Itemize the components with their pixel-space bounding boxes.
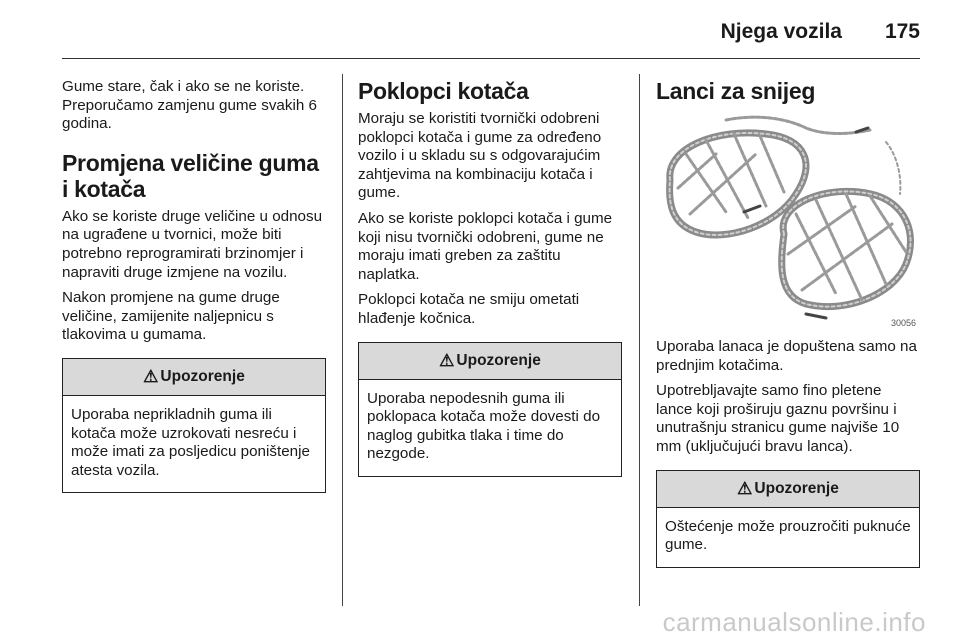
- heading-wheel-covers: Poklopci kotača: [358, 78, 529, 104]
- snow-chains-icon: [656, 114, 920, 328]
- warning-triangle-icon: ⚠: [143, 366, 159, 386]
- column-1: [62, 78, 326, 501]
- warning-header: [657, 471, 919, 508]
- warning-text: Uporaba neprikladnih guma ili kotača može uzrokovati nesreću i može imati za posljedicu poništenje atesta vozila.: [71, 405, 310, 479]
- heading-tyre-size-change: Promjena veličine guma i kotača: [62, 149, 319, 202]
- warning-box: [358, 342, 622, 477]
- paragraph: Moraju se koristiti tvornički odobreni poklopci kotača i gume za određeno vozilo i u skladu su s odgovarajućim zahtjevima na kombinaciju kotača i gume.: [358, 110, 602, 202]
- paragraph: Upotrebljavajte samo fino pletene lance koji proširuju gaznu površinu i unutrašnju stranicu gume najviše 10 mm (uključujući bravu lanca).: [656, 382, 900, 455]
- warning-title: Upozorenje: [456, 351, 541, 369]
- watermark: carmanualsonline.info: [662, 607, 926, 637]
- warning-text: Uporaba nepodesnih guma ili poklopaca kotača može dovesti do naglog gubitka tlaka i time do nezgode.: [367, 389, 601, 463]
- page-number: 175: [884, 20, 920, 43]
- warning-box: [62, 358, 326, 493]
- warning-header: [63, 359, 325, 396]
- page-header: [0, 0, 960, 60]
- warning-text: Oštećenje može prouzročiti puknuće gume.: [665, 517, 911, 554]
- header-rule: [62, 58, 920, 59]
- paragraph: Uporaba lanaca je dopuštena samo na prednjim kotačima.: [656, 338, 917, 374]
- column-divider-1: [342, 74, 343, 606]
- column-2: [358, 78, 622, 485]
- section-title: Njega vozila: [720, 20, 842, 43]
- warning-title: Upozorenje: [754, 479, 839, 497]
- warning-header: [359, 343, 621, 380]
- paragraph: Nakon promjene na gume druge veličine, zamijenite naljepnicu s tlakovima u gumama.: [62, 289, 280, 344]
- column-3: [656, 78, 920, 576]
- warning-box: [656, 470, 920, 568]
- figure-number: 30056: [890, 318, 916, 328]
- warning-triangle-icon: ⚠: [439, 350, 455, 370]
- snow-chains-illustration: [656, 114, 920, 328]
- warning-triangle-icon: ⚠: [737, 478, 753, 498]
- warning-title: Upozorenje: [160, 367, 245, 385]
- intro-paragraph: Gume stare, čak i ako se ne koriste. Preporučamo zamjenu gume svakih 6 godina.: [62, 78, 317, 133]
- paragraph: Ako se koriste druge veličine u odnosu na ugrađene u tvornici, može biti potrebno reprogramirati brzinomjer i napraviti druge izmjene na vozilu.: [62, 207, 323, 281]
- column-divider-2: [639, 74, 640, 606]
- paragraph: Ako se koriste poklopci kotača i gume koji nisu tvornički odobreni, gume ne moraju imati greben za zaštitu naplatka.: [358, 209, 613, 283]
- heading-snow-chains: Lanci za snijeg: [656, 78, 816, 104]
- paragraph: Poklopci kotača ne smiju ometati hlađenje kočnica.: [358, 291, 580, 327]
